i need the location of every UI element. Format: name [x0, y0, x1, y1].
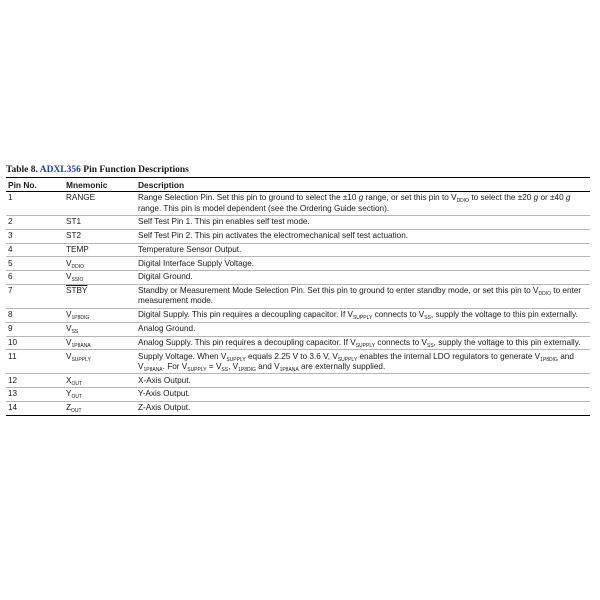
pin-description: Y-Axis Output. [136, 388, 590, 402]
table-row [6, 322, 590, 336]
pin-number: 10 [6, 336, 64, 350]
table-row [6, 350, 590, 374]
pin-number: 1 [6, 192, 64, 216]
pin-description: Self Test Pin 2. This pin activates the electromechanical self test actuation. [136, 229, 590, 243]
table-row [6, 243, 590, 257]
pin-number: 11 [6, 350, 64, 374]
mnemonic: $Y_{OUT}$ [64, 388, 136, 402]
table-row [6, 401, 590, 415]
pin-description: X-Axis Output. [136, 374, 590, 388]
pin-description: Range Selection Pin. Set this pin to ground to select the ±10 g range, or set this pin to $V_{DDIO}$ to select the ±20 g or ±40 g range. This pin is model dependent (see the Ordering Guide section). [136, 192, 590, 216]
pin-number: 9 [6, 322, 64, 336]
pin-description: Digital Interface Supply Voltage. [136, 257, 590, 271]
table-row [6, 192, 590, 216]
mnemonic: $V_{1P8ANA}$ [64, 336, 136, 350]
mnemonic: $X_{OUT}$ [64, 374, 136, 388]
part-number-link[interactable]: ADXL356 [39, 165, 81, 175]
pin-description: Z-Axis Output. [136, 401, 590, 415]
table-row [6, 271, 590, 285]
table-row [6, 284, 590, 308]
pin-description: Standby or Measurement Mode Selection Pin. Set this pin to ground to enter standby mode, or set this pin to $V_{DDIO}$ to enter measurement mode. [136, 284, 590, 308]
mnemonic: ST1 [64, 216, 136, 230]
pin-description: Supply Voltage. When $V_{SUPPLY}$ equals 2.25 V to 3.6 V, $V_{SUPPLY}$ enables the internal LDO regulators to generate $V_{1P8DIG}$ and $V_{1P8ANA}$. For $V_{SUPPLY} = V_{SS}$, $V_{1P8DIG}$ and $V_{1P8ANA}$ are externally supplied. [136, 350, 590, 374]
table-row [6, 229, 590, 243]
table-row [6, 374, 590, 388]
pin-description: Self Test Pin 1. This pin enables self test mode. [136, 216, 590, 230]
mnemonic: ST2 [64, 229, 136, 243]
pin-number: 13 [6, 388, 64, 402]
table-row [6, 216, 590, 230]
mnemonic: $V_{SUPPLY}$ [64, 350, 136, 374]
pin-function-table [6, 177, 590, 416]
pin-number: 12 [6, 374, 64, 388]
mnemonic: STBY [64, 284, 136, 308]
caption-label: Table 8. [6, 165, 38, 175]
pin-description: Temperature Sensor Output. [136, 243, 590, 257]
mnemonic: TEMP [64, 243, 136, 257]
mnemonic: RANGE [64, 192, 136, 216]
mnemonic: $V_{SS}$ [64, 322, 136, 336]
pin-number: 4 [6, 243, 64, 257]
header-pin-no: Pin No. [8, 179, 37, 190]
table-header-row [6, 178, 590, 192]
table-caption [6, 165, 590, 175]
pin-description: Digital Ground. [136, 271, 590, 285]
pin-number: 14 [6, 401, 64, 415]
mnemonic: $V_{DDIO}$ [64, 257, 136, 271]
table-row [6, 308, 590, 322]
pin-description: Digital Supply. This pin requires a decoupling capacitor. If $V_{SUPPLY}$ connects to $V_{SS}$, supply the voltage to this pin externally. [136, 308, 590, 322]
table-row [6, 388, 590, 402]
mnemonic: $V_{1P8DIG}$ [64, 308, 136, 322]
caption-title: Pin Function Descriptions [83, 165, 189, 175]
mnemonic: $Z_{OUT}$ [64, 401, 136, 415]
pin-number: 6 [6, 271, 64, 285]
pin-number: 2 [6, 216, 64, 230]
pin-number: 3 [6, 229, 64, 243]
pin-table-section [6, 165, 590, 416]
mnemonic: $V_{SSIO}$ [64, 271, 136, 285]
header-description: Description [138, 179, 185, 190]
table-row [6, 257, 590, 271]
pin-description: Analog Supply. This pin requires a decoupling capacitor. If $V_{SUPPLY}$ connects to $V_{SS}$, supply the voltage to this pin externally. [136, 336, 590, 350]
pin-description: Analog Ground. [136, 322, 590, 336]
table-row [6, 336, 590, 350]
pin-number: 7 [6, 284, 64, 308]
pin-number: 8 [6, 308, 64, 322]
header-mnemonic: Mnemonic [66, 179, 108, 190]
pin-number: 5 [6, 257, 64, 271]
